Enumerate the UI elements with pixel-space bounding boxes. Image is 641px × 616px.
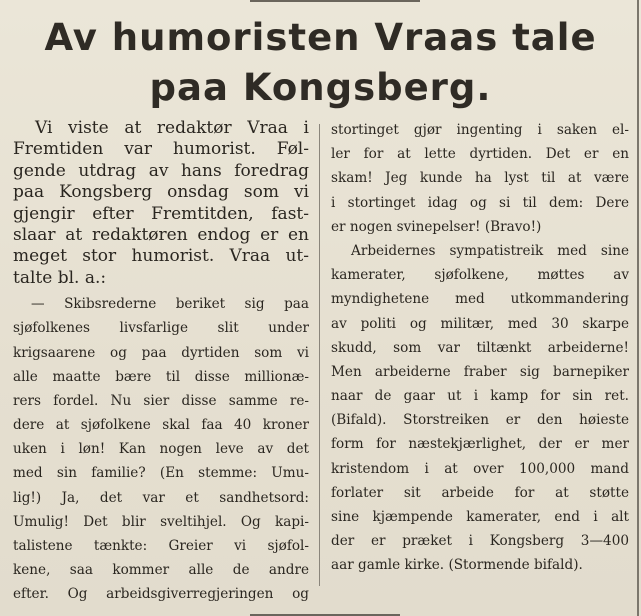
body-line: stortinget gjør ingenting i saken el- — [331, 122, 629, 138]
body-line: sjøfolkenes livsfarlige slit under — [13, 320, 309, 337]
lead-line: gende utdrag av hans foredrag — [13, 160, 309, 181]
body-line: der er præket i Kongsberg 3—400 — [331, 533, 629, 550]
body-line: rers fordel. Nu sier disse samme re- — [13, 392, 309, 409]
body-line: skam! Jeg kunde ha lyst til at være — [331, 170, 629, 187]
body-line: krigsaarene og paa dyrtiden som vi — [13, 344, 309, 361]
body-line: forlater sit arbeide for at støtte — [331, 484, 629, 501]
body-line: med sin familie? (En stemme: Umu- — [13, 465, 309, 482]
body-line: lig!) Ja, det var et sandhetsord: — [13, 489, 309, 506]
body-line: naar de gaar ut i kamp for sin ret. — [331, 388, 629, 405]
body-line: — Skibsrederne beriket sig paa — [31, 296, 309, 313]
body-line: sine kjæmpende kamerater, end i alt — [331, 509, 629, 525]
lead-line: Fremtiden var humorist. Føl- — [13, 139, 309, 160]
body-line: kene, saa kommer alle de andre — [13, 562, 309, 579]
column-divider — [319, 124, 320, 586]
body-line: alle maatte bære til disse millionæ- — [13, 368, 309, 385]
body-line: Umulig! Det blir sveltihjel. Og kapi- — [13, 513, 309, 530]
speech-excerpt-left — [13, 292, 309, 606]
body-line: dere at sjøfolkene skal faa 40 kroner — [13, 417, 309, 434]
body-line: Arbeidernes sympatistreik med sine — [351, 242, 629, 259]
right-column — [331, 118, 629, 578]
body-line: (Bifald). Storstreiken er den høieste — [331, 412, 629, 429]
body-line: myndighetene med utkommandering — [331, 291, 629, 308]
lead-line: Vi viste at redaktør Vraa i — [35, 118, 309, 138]
body-line: av politi og militær, med 30 skarpe — [331, 315, 629, 332]
body-line: kamerater, sjøfolkene, møttes av — [331, 267, 629, 284]
lead-line: gjengir efter Fremtitden, fast- — [13, 203, 309, 224]
lead-line: meget stor humorist. Vraa ut- — [13, 246, 309, 267]
body-line: uken i løn! Kan nogen leve av det — [13, 441, 309, 458]
body-line: er nogen svinepelser! (Bravo!) — [331, 218, 542, 235]
lead-line: slaar at redaktøren endog er en — [13, 224, 309, 245]
body-line: ler for at lette dyrtiden. Det er en — [331, 146, 629, 163]
lead-paragraph — [13, 118, 309, 289]
left-column — [13, 118, 309, 607]
lead-line: paa Kongsberg onsdag som vi — [13, 182, 309, 203]
body-line: efter. Og arbeidsgiverregjeringen og — [13, 586, 309, 603]
body-line: i stortinget idag og si til dem: Dere — [331, 194, 629, 211]
body-line: talistene tænkte: Greier vi sjøfol- — [13, 538, 309, 554]
top-rule — [250, 0, 420, 2]
headline-line-1: Av humoristen Vraas tale — [44, 16, 597, 59]
body-line: aar gamle kirke. (Stormende bifald). — [331, 557, 583, 574]
body-line: kristendom i at over 100,000 mand — [331, 460, 629, 477]
body-line: Men arbeiderne fraber sig barnepiker — [331, 363, 629, 380]
headline-line-2: paa Kongsberg. — [149, 66, 492, 109]
lead-line: talte bl. a.: — [13, 267, 107, 288]
body-line: form for næstekjærlighet, der er mer — [331, 436, 629, 453]
body-line: skudd, som var tiltænkt arbeiderne! — [331, 339, 629, 356]
